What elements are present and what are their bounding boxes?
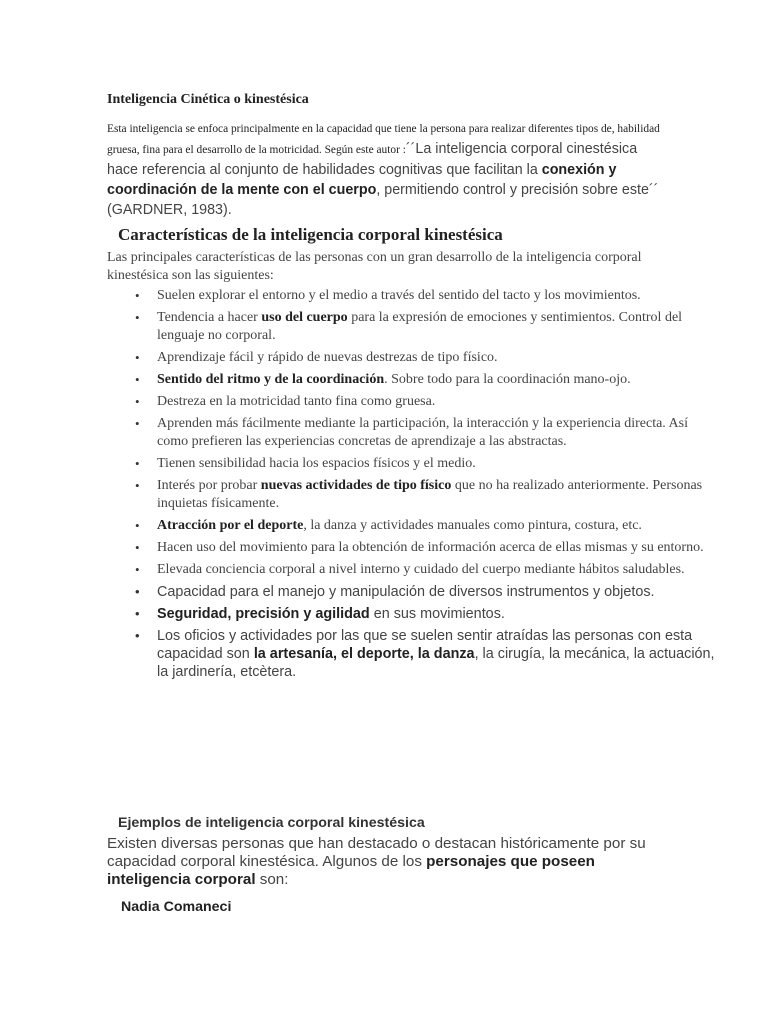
intro-text-3: , permitiendo control y precisión sobre este´´ (GARDNER, 1983). [107, 182, 659, 218]
section-title: Características de la inteligencia corporal kinestésica [118, 225, 503, 244]
list-item: • Tendencia a hacer uso del cuerpo para la expresión de emociones y sentimientos. Control del lenguaje no corporal. [157, 309, 717, 345]
person-name-heading: Nadia Comaneci [121, 899, 232, 915]
list-item: • Destreza en la motricidad tanto fina como gruesa. [157, 393, 717, 411]
list-item: • Hacen uso del movimiento para la obtención de información acerca de ellas mismas y su entorno. [157, 539, 717, 557]
intro-bold: conexión y coordinación de la mente con el cuerpo [107, 162, 617, 198]
intro-text-1: Esta inteligencia se enfoca principalmente en la capacidad que tiene la persona para realizar diferentes tipos de, habilidad gruesa, fina para el desarrollo de la motricidad. Según este autor : [107, 123, 660, 156]
examples-title: Ejemplos de inteligencia corporal kinestésica [118, 815, 425, 831]
intro-text-2: ´´La inteligencia corporal cinestésica hace referencia al conjunto de habilidades cognitivas que facilitan la [107, 141, 638, 178]
list-item: • Sentido del ritmo y de la coordinación. Sobre todo para la coordinación mano-ojo. [157, 371, 717, 389]
characteristics-list [107, 287, 717, 685]
section-lead: Las principales características de las personas con un gran desarrollo de la inteligencia corporal kinestésica son las siguientes: [107, 250, 642, 283]
list-item: • Seguridad, precisión y agilidad en sus movimientos. [157, 605, 717, 623]
list-item: • Aprendizaje fácil y rápido de nuevas destrezas de tipo físico. [157, 349, 717, 367]
list-item: • Interés por probar nuevas actividades de tipo físico que no ha realizado anteriormente. Personas inquietas físicamente. [157, 477, 717, 513]
list-item: • Suelen explorar el entorno y el medio a través del sentido del tacto y los movimientos. [157, 287, 717, 305]
examples-paragraph: Existen diversas personas que han destacado o destacan históricamente por su capacidad corporal kinestésica. Algunos de los personajes que poseen inteligencia corporal son: [107, 835, 646, 888]
list-item: • Capacidad para el manejo y manipulación de diversos instrumentos y objetos. [157, 583, 717, 601]
list-item: • Aprenden más fácilmente mediante la participación, la interacción y la experiencia directa. Así como prefieren las experiencias concretas de aprendizaje a las abstractas. [157, 415, 717, 451]
list-item: • Tienen sensibilidad hacia los espacios físicos y el medio. [157, 455, 717, 473]
list-item: • Elevada conciencia corporal a nivel interno y cuidado del cuerpo mediante hábitos saludables. [157, 561, 717, 579]
list-item: • Los oficios y actividades por las que se suelen sentir atraídas las personas con esta capacidad son la artesanía, el deporte, la danza, la cirugía, la mecánica, la actuación, la jardinería, etcètera. [157, 627, 717, 681]
intro-paragraph [107, 118, 667, 220]
list-item: • Atracción por el deporte, la danza y actividades manuales como pintura, costura, etc. [157, 517, 717, 535]
document-title: Inteligencia Cinética o kinestésica [107, 92, 309, 107]
